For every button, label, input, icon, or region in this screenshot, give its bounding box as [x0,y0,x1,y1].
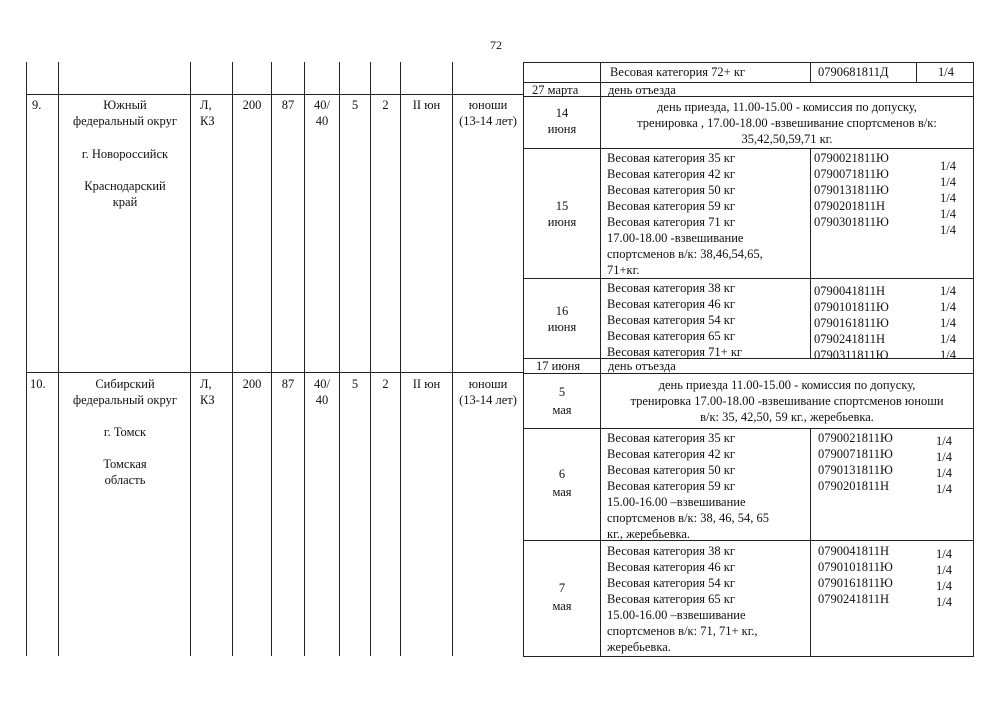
day1-share: 1/4 [936,450,952,464]
col-d: 5 [351,377,359,391]
day1-line: кг., жеребьевка. [607,527,691,541]
day1-line: Весовая категория 42 кг [607,447,735,461]
day2-line: Весовая категория 54 кг [607,576,735,590]
district-line1: Сибирский [95,377,155,391]
day1-line: спортсменов в/к: 38, 46, 54, 65 [607,511,769,525]
age-line2: (13-14 лет) [459,393,517,407]
arrival-day: 5 [558,385,566,399]
day2-month: июня [547,320,577,334]
arrival-line1: день приезда 11.00-15.00 - комиссия по допуску, [658,378,916,392]
day2-line: Весовая категория 65 кг [607,329,735,343]
weight-72-label: Весовая категория 72+ кг [610,65,746,79]
type-line2: КЗ [200,393,215,407]
day2-code: 0790241811Н [814,332,886,346]
day1-line: Весовая категория 50 кг [607,463,735,477]
day2-line: Весовая категория 46 кг [607,560,735,574]
weight-72-code: 0790681811Д [818,65,889,79]
day1-code: 0790301811Ю [814,215,889,229]
page-number: 72 [490,38,502,52]
day2-line: спортсменов в/к: 71, 71+ кг., [607,624,758,638]
day1-line: Весовая категория 59 кг [607,479,735,493]
day1-line: Весовая категория 35 кг [607,151,735,165]
city: г. Новороссийск [81,147,169,161]
type-line2: КЗ [200,114,215,128]
day2-share: 1/4 [936,579,952,593]
arrival-line3: 35,42,50,59,71 кг. [741,132,833,146]
day1-day: 6 [558,467,566,481]
day1-share: 1/4 [940,159,956,173]
col-a: 200 [242,98,262,112]
day2-share: 1/4 [940,300,956,314]
col-b: 87 [281,377,295,391]
day2-share: 1/4 [940,332,956,346]
arrival-line3: в/к: 35, 42,50, 59 кг., жеребьевка. [700,410,874,424]
day2-share: 1/4 [936,595,952,609]
day1-code: 0790131811Ю [818,463,893,477]
day2-line: 15.00-16.00 –взвешивание [607,608,746,622]
day2-line: Весовая категория 71+ кг [607,345,743,359]
day2-month: мая [552,599,572,613]
weight-72-share: 1/4 [938,65,954,79]
day2-code: 0790041811Н [818,544,890,558]
col-c-line2: 40 [315,393,329,407]
arrival-line2: тренировка , 17.00-18.00 -взвешивание спортсменов в/к: [637,116,937,130]
day2-day: 7 [558,581,566,595]
day2-share: 1/4 [936,547,952,561]
city: г. Томск [103,425,147,439]
date-27-march: 27 марта [532,83,579,97]
day2-day: 16 [555,304,569,318]
arrival-line1: день приезда, 11.00-15.00 - комиссия по допуску, [657,100,917,114]
day2-code: 0790241811Н [818,592,890,606]
col-a: 200 [242,377,262,391]
day2-share: 1/4 [940,316,956,330]
district-line2: федеральный округ [73,393,177,407]
day2-code: 0790161811Ю [814,316,889,330]
entry-number: 10. [30,377,46,391]
day1-line: Весовая категория 42 кг [607,167,735,181]
day2-code: 0790311811Ю [814,348,889,362]
day2-share: 1/4 [940,284,956,298]
day1-month: мая [552,485,572,499]
rank: II юн [412,377,441,391]
region-line2: область [104,473,146,487]
age-line1: юноши [468,98,508,112]
age-line1: юноши [468,377,508,391]
day1-line: 15.00-16.00 –взвешивание [607,495,746,509]
day1-day: 15 [555,199,569,213]
day1-line: спортсменов в/к: 38,46,54,65, [607,247,763,261]
day2-code: 0790041811Н [814,284,886,298]
rank: II юн [412,98,441,112]
region-line2: край [112,195,138,209]
day1-share: 1/4 [940,191,956,205]
day1-share: 1/4 [940,207,956,221]
day2-code: 0790101811Ю [818,560,893,574]
day1-code: 0790201811Н [814,199,886,213]
day1-line: Весовая категория 35 кг [607,431,735,445]
day1-code: 0790021811Ю [818,431,893,445]
col-e: 2 [382,98,389,112]
col-c-line1: 40/ [314,98,330,112]
arrival-month: мая [552,403,572,417]
type-line1: Л, [200,98,212,112]
arrival-day: 14 [555,106,569,120]
day2-code: 0790161811Ю [818,576,893,590]
region-line1: Томская [103,457,147,471]
col-b: 87 [281,98,295,112]
col-c-line1: 40/ [314,377,330,391]
day2-code: 0790101811Ю [814,300,889,314]
arrival-line2: тренировка 17.00-18.00 -взвешивание спортсменов юноши [630,394,944,408]
day1-line: 71+кг. [607,263,640,277]
day1-code: 0790071811Ю [814,167,889,181]
arrival-month: июня [547,122,577,136]
day1-share: 1/4 [940,223,956,237]
day1-month: июня [547,215,577,229]
day1-code: 0790021811Ю [814,151,889,165]
day1-code: 0790131811Ю [814,183,889,197]
departure-date: 17 июня [536,359,581,373]
day2-share: 1/4 [936,563,952,577]
district-line1: Южный [103,98,147,112]
col-d: 5 [351,98,359,112]
day1-line: Весовая категория 71 кг [607,215,735,229]
day1-line: Весовая категория 50 кг [607,183,735,197]
day1-line: 17.00-18.00 -взвешивание [607,231,744,245]
day1-share: 1/4 [936,434,952,448]
col-c-line2: 40 [315,114,329,128]
day1-share: 1/4 [940,175,956,189]
type-line1: Л, [200,377,212,391]
day2-line: Весовая категория 38 кг [607,544,735,558]
day1-code: 0790071811Ю [818,447,893,461]
col-e: 2 [382,377,389,391]
age-line2: (13-14 лет) [459,114,517,128]
entry-number: 9. [32,98,42,112]
district-line2: федеральный округ [73,114,177,128]
day2-line: Весовая категория 38 кг [607,281,735,295]
day2-share: 1/4 [940,348,956,362]
day1-share: 1/4 [936,482,952,496]
day2-line: жеребьевка. [607,640,671,654]
day1-code: 0790201811Н [818,479,890,493]
departure-label-top: день отъезда [608,83,676,97]
day2-line: Весовая категория 46 кг [607,297,735,311]
region-line1: Краснодарский [84,179,166,193]
day1-line: Весовая категория 59 кг [607,199,735,213]
day2-line: Весовая категория 65 кг [607,592,735,606]
day1-share: 1/4 [936,466,952,480]
day2-line: Весовая категория 54 кг [607,313,735,327]
departure-label: день отъезда [608,359,676,373]
